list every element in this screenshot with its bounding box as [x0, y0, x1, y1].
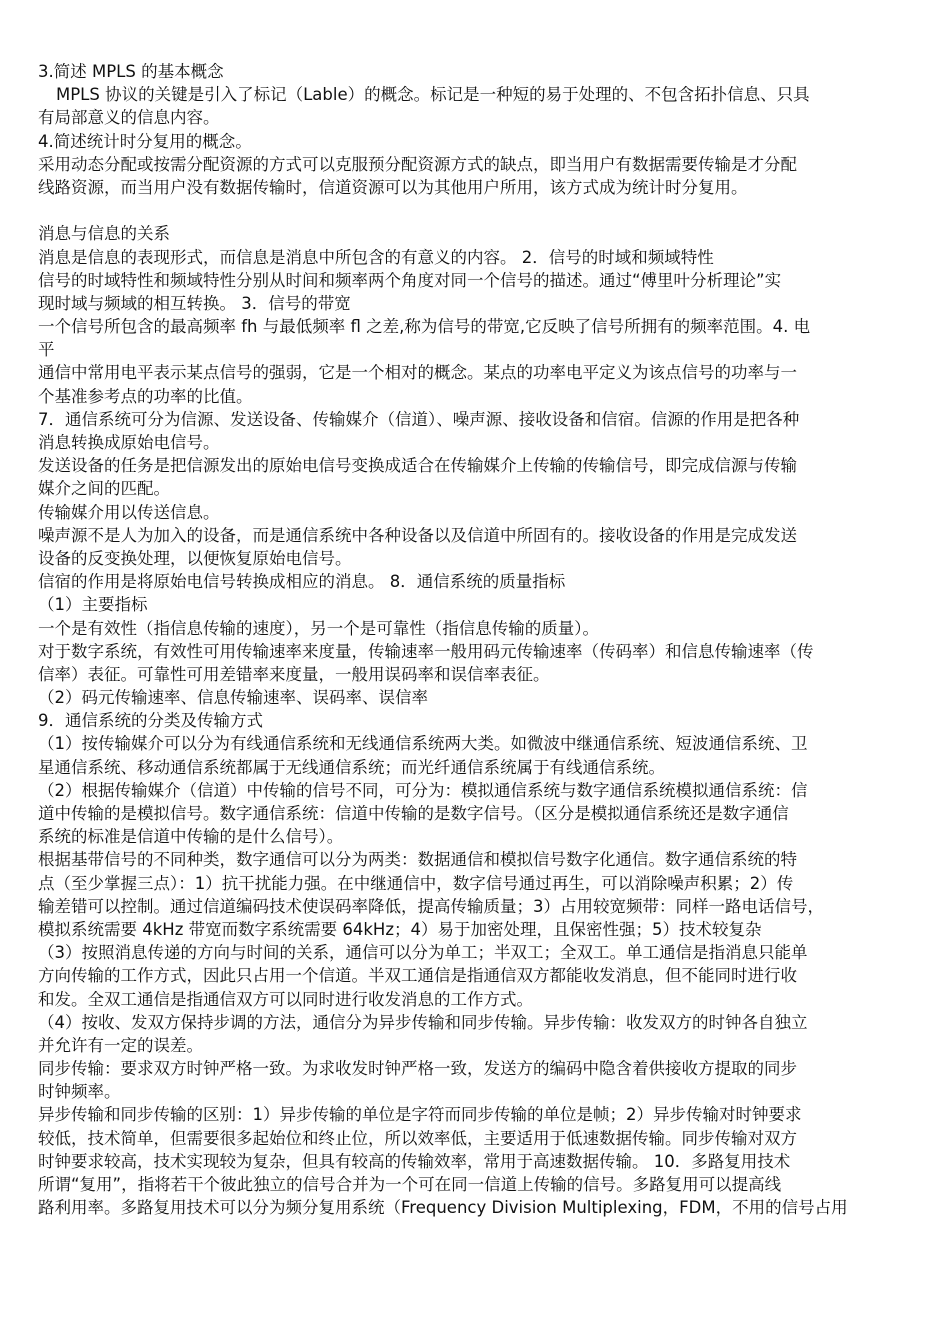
text-line-19: 媒介之间的匹配。	[38, 479, 170, 499]
text-line-4: 4.简述统计时分复用的概念。	[38, 131, 252, 151]
text-line-6: 线路资源，而当用户没有数据传输时，信道资源可以为其他用户所用，该方式成为统计时分复用。	[38, 177, 748, 197]
text-line-1: 3.简述 MPLS 的基本概念	[38, 62, 224, 81]
text-line-36: 点（至少掌握三点）：1）抗干扰能力强。在中继通信中，数字信号通过再生，可以消除噪声积累；2）传	[38, 873, 794, 893]
text-line-21: 噪声源不是人为加入的设备，而是通信系统中各种设备以及信道中所固有的。接收设备的作用是完成发送	[38, 525, 797, 545]
text-line-47: 较低，技术简单，但需要很多起始位和终止位，所以效率低，主要适用于低速数据传输。同步传输对双方	[38, 1128, 797, 1148]
text-line-12: 一个信号所包含的最高频率 fh 与最低频率 fl 之差,称为信号的带宽,它反映了信号所拥有的频率范围。4. 电	[38, 317, 811, 337]
text-line-9: 消息是信息的表现形式，而信息是消息中所包含的有意义的内容。 2．信号的时域和频域特性	[38, 247, 714, 267]
text-line-17: 消息转换成原始电信号。	[38, 433, 220, 452]
text-line-5: 采用动态分配或按需分配资源的方式可以克服预分配资源方式的缺点，即当用户有数据需要传输是才分配	[38, 154, 797, 174]
text-line-8: 消息与信息的关系	[38, 224, 170, 244]
document-body	[38, 60, 924, 1219]
text-line-50: 路利用率。多路复用技术可以分为频分复用系统（Frequency Division Multiplexing，FDM，不用的信号占用	[38, 1198, 848, 1218]
text-line-22: 设备的反变换处理，以便恢复原始电信号。	[38, 548, 352, 568]
text-line-38: 模拟系统需要 4kHz 带宽而数字系统需要 64kHz；4）易于加密处理，且保密性强；5）技术较复杂	[38, 919, 762, 939]
text-line-37: 输差错可以控制。通过信道编码技术使误码率降低，提高传输质量；3）占用较宽频带：同样一路电话信号，	[38, 896, 824, 916]
text-line-10: 信号的时域特性和频域特性分别从时间和频率两个角度对同一个信号的描述。通过“傅里叶分析理论”实	[38, 270, 782, 290]
text-line-32: （2）根据传输媒介（信道）中传输的信号不同，可分为：模拟通信系统与数字通信系统模拟通信系统：信	[38, 780, 808, 800]
text-line-15: 个基准参考点的功率的比值。	[38, 386, 253, 406]
text-line-13: 平	[38, 340, 55, 360]
text-line-31: 星通信系统、移动通信系统都属于无线通信系统；而光纤通信系统属于有线通信系统。	[38, 757, 665, 777]
text-line-14: 通信中常用电平表示某点信号的强弱，它是一个相对的概念。某点的功率电平定义为该点信号的功率与一	[38, 363, 797, 383]
text-line-27: 信率）表征。可靠性可用差错率来度量，一般用误码率和误信率表征。	[38, 664, 550, 684]
text-line-44: 同步传输：要求双方时钟严格一致。为求收发时钟严格一致，发送方的编码中隐含着供接收方提取的同步	[38, 1059, 797, 1079]
text-line-46: 异步传输和同步传输的区别：1）异步传输的单位是字符而同步传输的单位是帧；2）异步传输对时钟要求	[38, 1105, 802, 1125]
text-line-35: 根据基带信号的不同种类，数字通信可以分为两类：数据通信和模拟信号数字化通信。数字通信系统的特	[38, 850, 797, 870]
text-line-11: 现时域与频域的相互转换。 3．信号的带宽	[38, 293, 351, 313]
text-line-2: MPLS 协议的关键是引入了标记（Lable）的概念。标记是一种短的易于处理的、不包含拓扑信息、只具	[56, 85, 810, 105]
text-line-29: 9．通信系统的分类及传输方式	[38, 711, 263, 731]
text-line-49: 所谓“复用”，指将若干个彼此独立的信号合并为一个可在同一信道上传输的信号。多路复用可以提高线	[38, 1175, 782, 1194]
text-line-40: 方向传输的工作方式，因此只占用一个信道。半双工通信是指通信双方都能收发消息，但不能同时进行收	[38, 966, 797, 986]
text-line-3: 有局部意义的信息内容。	[38, 108, 220, 128]
text-line-45: 时钟频率。	[38, 1082, 121, 1102]
text-line-26: 对于数字系统，有效性可用传输速率来度量，传输速率一般用码元传输速率（传码率）和信息传输速率（传	[38, 641, 814, 661]
text-line-25: 一个是有效性（指信息传输的速度），另一个是可靠性（指信息传输的质量）。	[38, 618, 599, 638]
text-line-34: 系统的标准是信道中传输的是什么信号）。	[38, 827, 344, 847]
text-line-33: 道中传输的是模拟信号。数字通信系统：信道中传输的是数字信号。（区分是模拟通信系统还是数字通信	[38, 804, 789, 823]
blank-line	[38, 199, 924, 222]
text-line-16: 7．通信系统可分为信源、发送设备、传输媒介（信道）、噪声源、接收设备和信宿。信源的作用是把各种	[38, 409, 800, 429]
text-line-48: 时钟要求较高，技术实现较为复杂，但具有较高的传输效率，常用于高速数据传输。 10．多路复用技术	[38, 1151, 791, 1171]
text-line-43: 并允许有一定的误差。	[38, 1035, 203, 1055]
text-line-30: （1）按传输媒介可以分为有线通信系统和无线通信系统两大类。如微波中继通信系统、短波通信系统、卫	[38, 734, 808, 754]
text-line-42: （4）按收、发双方保持步调的方法，通信分为异步传输和同步传输。异步传输：收发双方的时钟各自独立	[38, 1012, 808, 1032]
text-line-23: 信宿的作用是将原始电信号转换成相应的消息。 8．通信系统的质量指标	[38, 572, 566, 592]
text-line-41: 和发。全双工通信是指通信双方可以同时进行收发消息的工作方式。	[38, 989, 533, 1009]
text-line-20: 传输媒介用以传送信息。	[38, 502, 220, 522]
text-line-39: （3）按照消息传递的方向与时间的关系，通信可以分为单工；半双工；全双工。单工通信是指消息只能单	[38, 943, 808, 963]
text-line-28: （2）码元传输速率、信息传输速率、误码率、误信率	[38, 688, 428, 708]
text-line-18: 发送设备的任务是把信源发出的原始电信号变换成适合在传输媒介上传输的传输信号，即完成信源与传输	[38, 456, 797, 476]
text-line-24: （1）主要指标	[38, 595, 148, 615]
